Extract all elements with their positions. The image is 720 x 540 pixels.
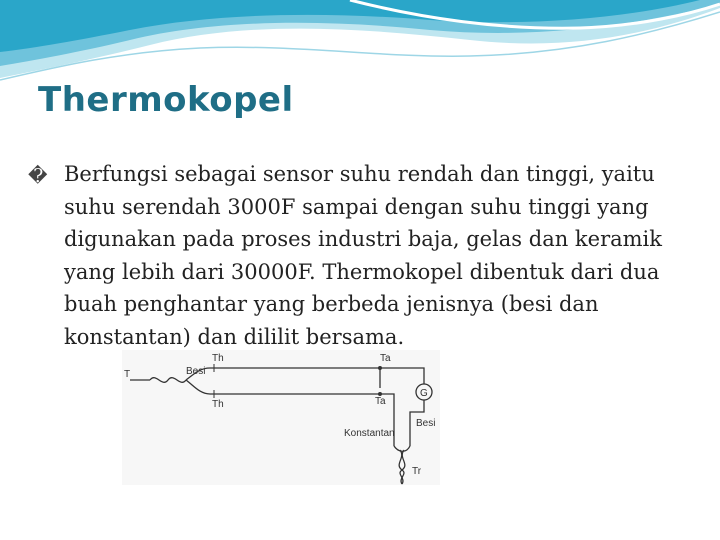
slide-title: Thermokopel [38, 80, 294, 120]
label-besi-left: Besi [186, 366, 206, 377]
bullet-item [28, 158, 698, 353]
label-ta-top: Ta [380, 353, 391, 364]
label-t: T [124, 369, 131, 380]
label-th-top: Th [212, 353, 224, 364]
label-th-bottom: Th [212, 399, 224, 410]
thermocouple-diagram [122, 350, 440, 485]
bullet-text: Berfungsi sebagai sensor suhu rendah dan tinggi, yaitu suhu serendah 3000F sampai dengan suhu tinggi yang digunakan pada proses industri baja, gelas dan keramik yang lebih dari 30000F. Thermokopel dibentuk dari dua buah penghantar yang berbeda jenisnya (besi dan konstantan) dan dililit bersama. [64, 162, 662, 349]
header-wave-decoration [0, 0, 720, 90]
label-tr: Tr [412, 466, 422, 477]
label-galvanometer: G [420, 388, 428, 399]
label-ta-bottom: Ta [375, 396, 386, 407]
bullet-icon: � [28, 165, 48, 187]
label-besi-right: Besi [416, 418, 436, 429]
label-konstantan: Konstantan [344, 428, 395, 439]
